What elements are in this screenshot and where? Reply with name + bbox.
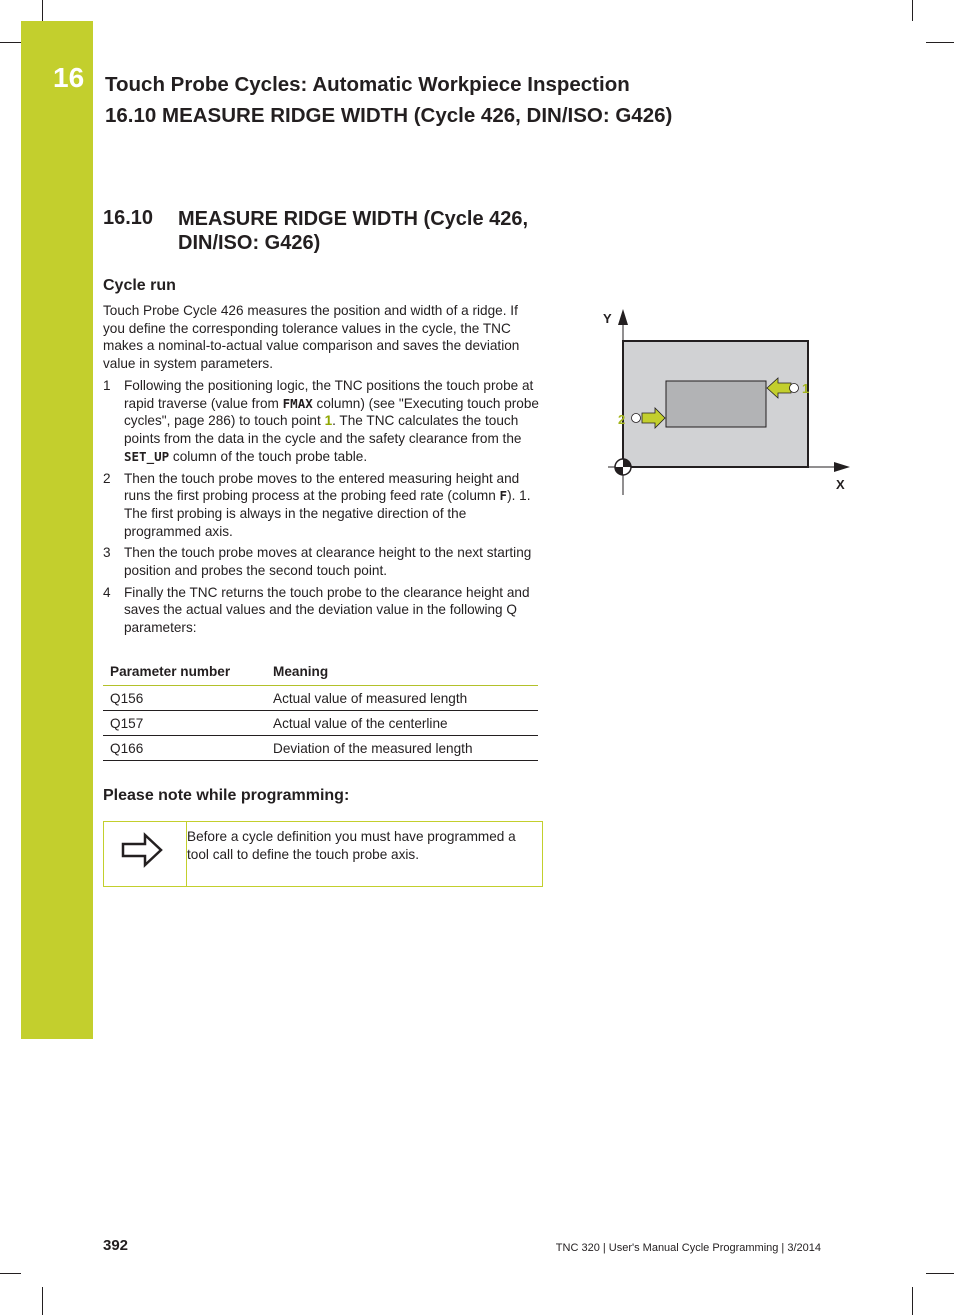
crop-mark (926, 42, 954, 43)
section-number: 16.10 (103, 207, 154, 229)
y-axis-arrow (618, 309, 628, 325)
table-row (103, 711, 538, 736)
table-cell: Q166 (103, 736, 266, 761)
chapter-number: 16 (53, 62, 85, 93)
page-number: 392 (103, 1237, 129, 1254)
column-header: Parameter number (103, 658, 266, 686)
table-row (103, 736, 538, 761)
crop-mark (0, 1273, 21, 1274)
touch-point-1-icon (790, 384, 799, 393)
note-text: Before a cycle definition you must have programmed a tool call to define the touch probe axis. (187, 829, 516, 862)
touch-point-label-2: 2 (618, 412, 626, 427)
table-cell: Q156 (103, 686, 266, 711)
crop-mark (912, 0, 913, 21)
cycle-run-intro: Touch Probe Cycle 426 measures the position and width of a ridge. If you define the corresponding tolerance values in the cycle, the TNC makes a nominal-to-actual value comparison and saves the deviation value in system parameters. (103, 303, 520, 372)
ridge (666, 381, 766, 427)
table-cell: Actual value of the centerline (266, 711, 538, 736)
touch-point-label-1: 1 (802, 381, 810, 396)
table-row (103, 686, 538, 711)
ridge-width-diagram (598, 305, 854, 497)
running-header-title: Touch Probe Cycles: Automatic Workpiece Inspection (105, 73, 630, 96)
y-axis-label: Y (603, 311, 612, 326)
note-box (103, 821, 543, 887)
table-cell: Deviation of the measured length (266, 736, 538, 761)
crop-mark (912, 1287, 913, 1315)
crop-mark (926, 1273, 954, 1274)
column-header: Meaning (266, 658, 538, 686)
crop-mark (42, 1287, 43, 1315)
crop-mark (0, 42, 21, 43)
step-list (103, 377, 539, 641)
arrow-right-icon (119, 830, 165, 870)
list-item: 1 Following the positioning logic, the TNC positions the touch probe at rapid traverse (value from FMAX column) (see "Executing touch probe cycles", page 286) to touch point 1. The TNC calculates the touch points from the data in the cycle and the safety clearance from the SET_UP column of the touch probe table. (103, 378, 539, 464)
touch-point-2-icon (632, 414, 641, 423)
origin-icon (615, 459, 631, 475)
x-axis-arrow (834, 462, 850, 472)
list-item: 2 Then the touch probe moves to the entered measuring height and runs the first probing process at the probing feed rate (column F). 1. The first probing is always in the negative direction of the programmed axis. (103, 470, 531, 539)
section-title: MEASURE RIDGE WIDTH (Cycle 426, DIN/ISO: G426) (178, 208, 529, 254)
crop-mark (42, 0, 43, 21)
table-cell: Q157 (103, 711, 266, 736)
cycle-run-heading: Cycle run (103, 277, 176, 294)
footer-text: TNC 320 | User's Manual Cycle Programming | 3/2014 (555, 1242, 821, 1254)
q-parameter-table (103, 658, 538, 761)
list-item: 4 Finally the TNC returns the touch probe to the clearance height and saves the actual values and the deviation value in the following Q parameters: (103, 584, 530, 636)
table-header-row (103, 658, 538, 686)
note-heading: Please note while programming: (103, 787, 350, 804)
list-item: 3 Then the touch probe moves at clearance height to the next starting position and probes the second touch point. (103, 545, 532, 579)
chapter-sidebar (21, 21, 93, 1039)
table-cell: Actual value of measured length (266, 686, 538, 711)
x-axis-label: X (836, 477, 845, 492)
running-header-subtitle: 16.10 MEASURE RIDGE WIDTH (Cycle 426, DIN/ISO: G426) (105, 104, 673, 127)
